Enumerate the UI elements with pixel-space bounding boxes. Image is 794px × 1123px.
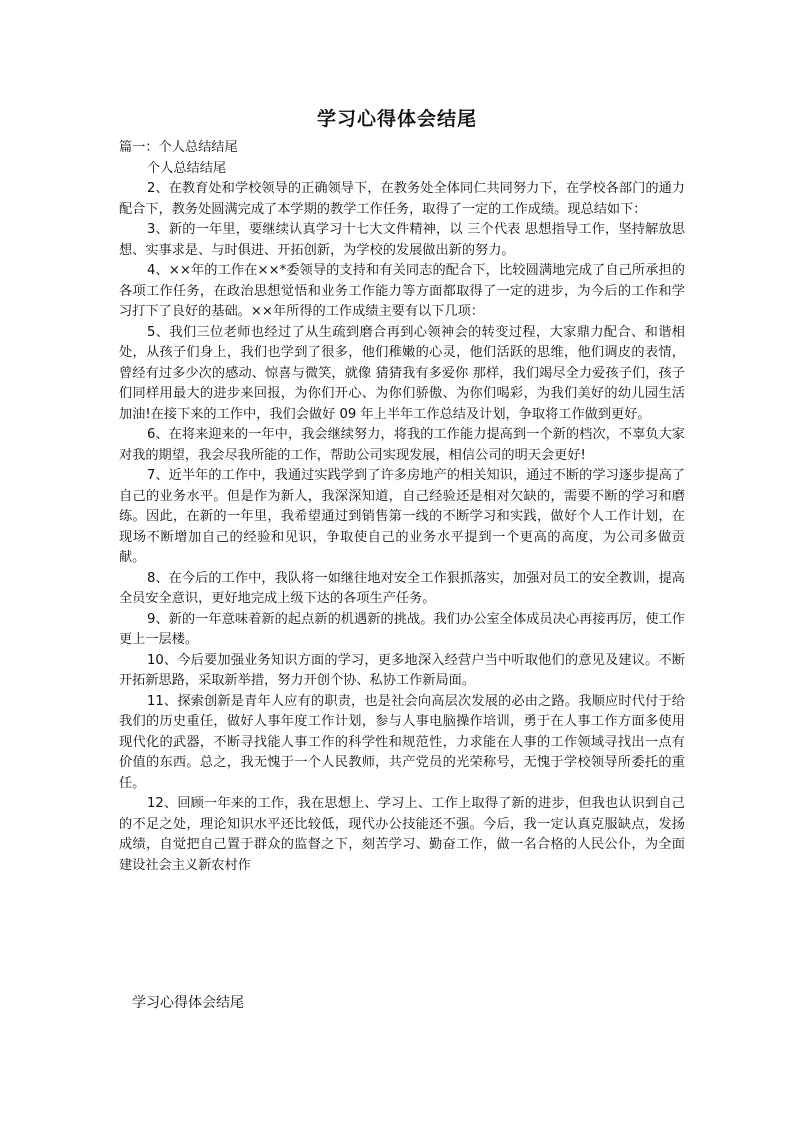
paragraph-2: 2、在教育处和学校领导的正确领导下，在教务处全体同仁共同努力下，在学校各部门的通力配合下，教务处圆满完成了本学期的教学工作任务，取得了一定的工作成绩。现总结如下： bbox=[119, 181, 685, 217]
document-body bbox=[119, 138, 685, 876]
paragraph-3: 3、新的一年里，要继续认真学习十七大文件精神，以 三个代表 思想指导工作，坚持解放思想、实事求是、与时俱进、开拓创新，为学校的发展做出新的努力。 bbox=[119, 222, 685, 258]
paragraph-10: 10、今后要加强业务知识方面的学习，更多地深入经营户当中听取他们的意见及建议。不断开拓新思路，采取新举措，努力开创个协、私协工作新局面。 bbox=[119, 652, 685, 688]
page-title: 学习心得体会结尾 bbox=[316, 108, 477, 130]
footer-title: 学习心得体会结尾 bbox=[132, 995, 244, 1011]
paragraph-6: 6、在将来迎来的一年中，我会继续努力，将我的工作能力提高到一个新的档次，不辜负大家对我的期望，我会尽我所能的工作，帮助公司实现发展，相信公司的明天会更好! bbox=[119, 427, 685, 463]
section-heading: 篇一：个人总结结尾 bbox=[119, 140, 238, 155]
sub-heading: 个人总结结尾 bbox=[147, 160, 227, 176]
paragraph-9: 9、新的一年意味着新的起点新的机遇新的挑战。我们办公室全体成员决心再接再厉，使工作更上一层楼。 bbox=[119, 611, 685, 647]
paragraph-5: 5、我们三位老师也经过了从生疏到磨合再到心领神会的转变过程，大家鼎力配合、和谐相处，从孩子们身上，我们也学到了很多，他们稚嫩的心灵，他们活跃的思维，他们调皮的表情，曾经有过多少次的感动、惊喜与微笑，就像 猜猜我有多爱你 那样，我们竭尽全力爱孩子们，孩子们同样用最大的进步来回报，为你们开心、为你们骄傲、为你们喝彩，为我们美好的幼儿园生活加油!在接下来的工作中，我们会做好 09 年上半年工作总结及计划，争取将工作做到更好。 bbox=[119, 324, 685, 422]
paragraph-8: 8、在今后的工作中，我队将一如继往地对安全工作狠抓落实，加强对员工的安全教训，提高全员安全意识，更好地完成上级下达的各项生产任务。 bbox=[119, 570, 685, 606]
paragraph-12: 12、回顾一年来的工作，我在思想上、学习上、工作上取得了新的进步，但我也认识到自己的不足之处，理论知识水平还比较低，现代办公技能还不强。今后，我一定认真克服缺点，发扬成绩，自觉把自己置于群众的监督之下，刻苦学习、勤奋工作，做一名合格的人民公仆，为全面建设社会主义新农村作 bbox=[119, 796, 685, 873]
paragraph-7: 7、近半年的工作中，我通过实践学到了许多房地产的相关知识，通过不断的学习逐步提高了自己的业务水平。但是作为新人，我深深知道，自己经验还是相对欠缺的，需要不断的学习和磨练。因此，在新的一年里，我希望通过到销售第一线的不断学习和实践，做好个人工作计划，在现场不断增加自己的经验和见识，争取使自己的业务水平提到一个更高的高度，为公司多做贡献。 bbox=[119, 468, 685, 565]
paragraph-11: 11、探索创新是青年人应有的职责，也是社会向高层次发展的必由之路。我顺应时代付于给我们的历史重任，做好人事年度工作计划，参与人事电脑操作培训，勇于在人事工作方面多使用现代化的武器，不断寻找能人事工作的科学性和规范性，力求能在人事的工作领域寻找出一点有价值的东西。总之，我无愧于一个人民教师，共产党员的光荣称号，无愧于学校领导所委托的重任。 bbox=[119, 693, 685, 791]
paragraph-4: 4、××年的工作在××*委领导的支持和有关同志的配合下，比较圆满地完成了自己所承担的各项工作任务，在政治思想觉悟和业务工作能力等方面都取得了一定的进步，为今后的工作和学习打下了良好的基础。××年所得的工作成绩主要有以下几项： bbox=[119, 263, 685, 319]
